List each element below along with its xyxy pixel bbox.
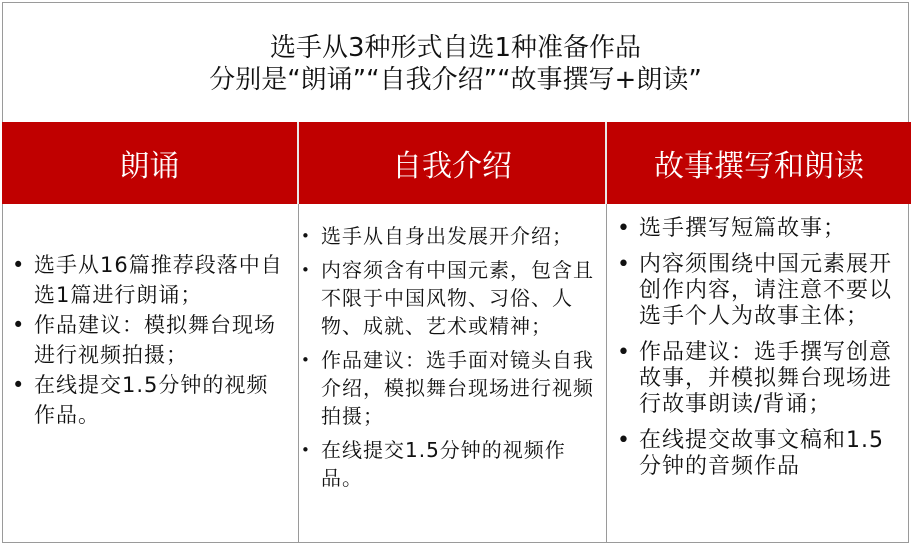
table-title (3, 3, 908, 124)
story-writing-list (639, 216, 901, 490)
list-item: • 作品建议：模拟舞台现场进行视频拍摄； (34, 310, 289, 370)
list-item: • 选手撰写短篇故事； (639, 216, 901, 242)
list-item: • 作品建议：选手面对镜头自我介绍，模拟舞台现场进行视频拍摄； (321, 346, 603, 430)
list-item: • 选手从16篇推荐段落中自选1篇进行朗诵； (34, 250, 289, 310)
list-item: • 内容须围绕中国元素展开创作内容，请注意不要以选手个人为故事主体； (639, 252, 901, 330)
list-item: • 在线提交故事文稿和1.5分钟的音频作品 (639, 428, 901, 480)
cell-recitation (2, 204, 299, 543)
cell-self-introduction (299, 204, 607, 543)
list-item: • 内容须含有中国元素，包含且不限于中国风物、习俗、人物、成就、艺术或精神； (321, 256, 603, 340)
recitation-list (34, 250, 289, 430)
body-row (2, 204, 909, 543)
header-recitation: 朗诵 (2, 122, 299, 204)
header-row (2, 122, 911, 204)
list-item: • 作品建议：选手撰写创意故事，并模拟舞台现场进行故事朗读/背诵； (639, 340, 901, 418)
header-story-writing: 故事撰写和朗读 (607, 122, 911, 204)
title-line-1: 选手从3种形式自选1种准备作品 (269, 32, 642, 63)
title-line-2: 分别是“朗诵”“自我介绍”“故事撰写+朗读” (209, 64, 702, 95)
list-item: • 选手从自身出发展开介绍； (321, 222, 603, 250)
list-item: • 在线提交1.5分钟的视频作品。 (321, 436, 603, 492)
list-item: • 在线提交1.5分钟的视频作品。 (34, 370, 289, 430)
header-self-introduction: 自我介绍 (299, 122, 607, 204)
self-introduction-list (321, 222, 603, 498)
cell-story-writing (607, 204, 909, 543)
